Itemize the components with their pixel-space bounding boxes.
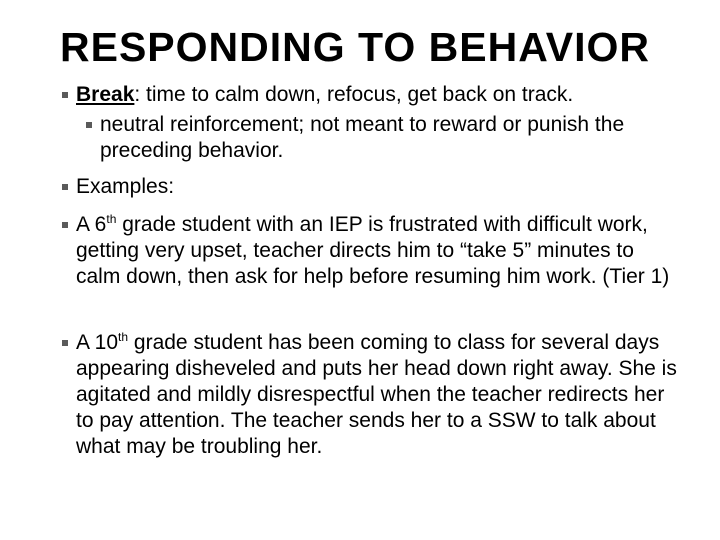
slide-title: RESPONDING TO BEHAVIOR	[60, 24, 650, 70]
example-2-text	[76, 330, 682, 460]
square-bullet-icon	[62, 174, 76, 200]
square-bullet-icon	[62, 212, 76, 238]
example-1-ordinal: th	[106, 212, 117, 226]
bullet-example-2	[62, 330, 682, 460]
square-bullet-icon	[62, 82, 76, 108]
examples-label: Examples:	[76, 175, 175, 198]
square-bullet-icon	[62, 330, 76, 356]
break-definition: : time to calm down, refocus, get back on track.	[134, 83, 574, 106]
bullet-example-1	[62, 212, 682, 290]
sub-bullet-text: neutral reinforcement; not meant to reward or punish the preceding behavior.	[100, 113, 625, 162]
sub-bullet-reinforcement	[86, 112, 686, 164]
example-2-grade: A 10	[76, 331, 119, 354]
break-term: Break	[76, 83, 135, 106]
square-bullet-icon	[86, 112, 100, 138]
example-1-grade: A 6	[76, 213, 107, 236]
example-2-body: grade student has been coming to class for several days appearing disheveled and puts her head down right away. She is agitated and mildly disrespectful when the teacher redirects her to pay attention. The teacher sends her to a SSW to talk about what may be troubling her.	[76, 331, 677, 458]
example-1-body: grade student with an IEP is frustrated with difficult work, getting very upset, teacher directs him to “take 5” minutes to calm down, then ask for help before resuming him work. (Tier 1)	[76, 213, 670, 288]
example-2-ordinal: th	[118, 330, 129, 344]
bullet-break-text	[76, 82, 702, 108]
example-1-text	[76, 212, 682, 290]
bullet-break	[62, 82, 702, 108]
bullet-examples	[62, 174, 702, 200]
